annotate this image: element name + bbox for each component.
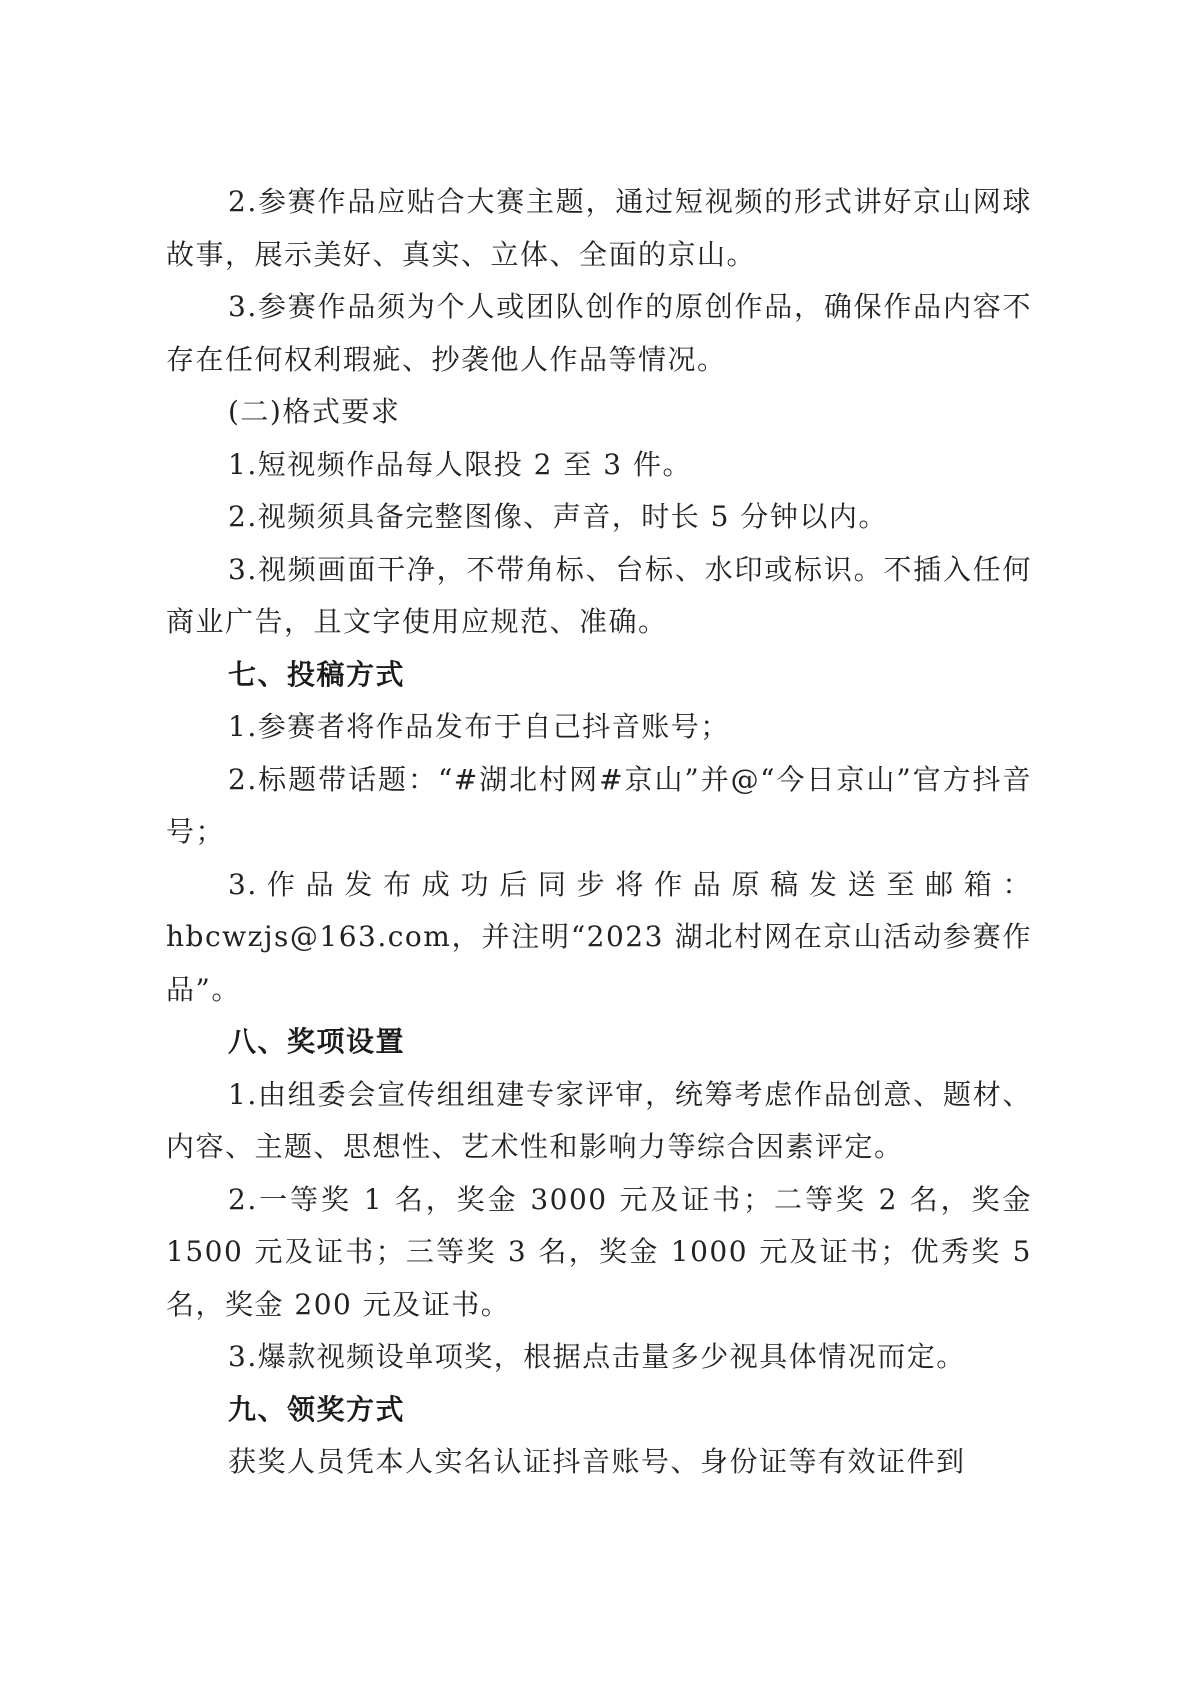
paragraph-video-cleanliness: 3.视频画面干净，不带角标、台标、水印或标识。不插入任何商业广告，且文字使用应规范、准确。 [166, 552, 1032, 638]
paragraph-collection-requirements: 获奖人员凭本人实名认证抖音账号、身份证等有效证件到 [228, 1445, 966, 1478]
heading-award-collection: 九、领奖方式 [228, 1392, 406, 1426]
paragraph-submission-limit: 1.短视频作品每人限投 2 至 3 件。 [228, 447, 692, 481]
paragraph-email-submission: 3.作品发布成功后同步将作品原稿发送至邮箱：hbcwzjs@163.com，并注明“2023 湖北村网在京山活动参赛作品”。 [166, 867, 1032, 1006]
heading-submission-method: 七、投稿方式 [228, 657, 406, 691]
paragraph-video-duration: 2.视频须具备完整图像、声音，时长 5 分钟以内。 [228, 500, 888, 533]
paragraph-originality-requirement: 3.参赛作品须为个人或团队创作的原创作品，确保作品内容不存在任何权利瑕疵、抄袭他人作品等情况。 [166, 290, 1032, 376]
paragraph-viral-video-award: 3.爆款视频设单项奖，根据点击量多少视具体情况而定。 [228, 1340, 966, 1373]
document-body [166, 176, 1032, 1489]
heading-award-settings: 八、奖项设置 [228, 1025, 406, 1058]
paragraph-title-topic: 2.标题带话题：“#湖北村网#京山”并@“今日京山”官方抖音号； [166, 762, 1032, 848]
paragraph-theme-requirement: 2.参赛作品应贴合大赛主题，通过短视频的形式讲好京山网球故事，展示美好、真实、立体、全面的京山。 [166, 185, 1032, 271]
paragraph-expert-review: 1.由组委会宣传组组建专家评审，统筹考虑作品创意、题材、内容、主题、思想性、艺术性和影响力等综合因素评定。 [166, 1077, 1032, 1163]
paragraph-publish-account: 1.参赛者将作品发布于自己抖音账号； [228, 710, 730, 743]
paragraph-prize-amounts: 2.一等奖 1 名，奖金 3000 元及证书；二等奖 2 名，奖金1500 元及证书；三等奖 3 名，奖金 1000 元及证书；优秀奖 5名，奖金 200 元及证书。 [166, 1182, 1032, 1321]
subheading-format-requirements: (二)格式要求 [228, 395, 401, 428]
